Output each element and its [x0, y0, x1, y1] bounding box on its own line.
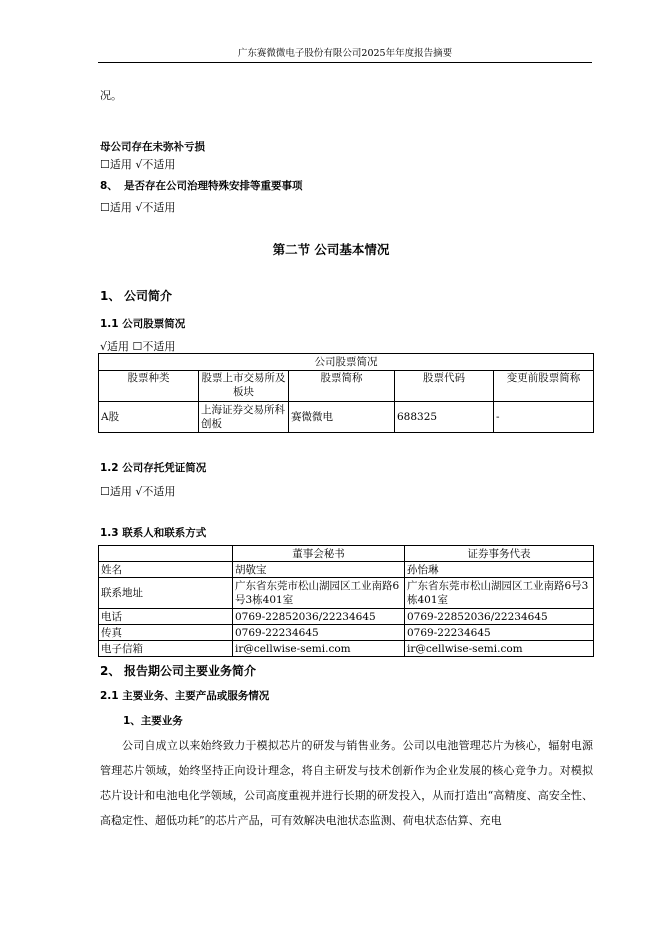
page-header: 广东赛微微电子股份有限公司2025年年度报告摘要 — [237, 48, 453, 59]
contact-rep-value: 广东省东莞市松山湖园区工业南路6号3栋401室 — [405, 578, 594, 609]
stock-table-header: 股票种类 — [99, 371, 199, 402]
contact-row-label: 电子信箱 — [99, 641, 233, 657]
contact-secretary-value: 0769-22234645 — [233, 625, 405, 641]
heading-2-number: 2、 — [100, 664, 121, 678]
contact-table-corner — [99, 546, 233, 562]
stock-table — [98, 353, 594, 433]
contact-secretary-value: ir@cellwise-semi.com — [233, 641, 405, 657]
heading-2-text: 报告期公司主要业务简介 — [124, 664, 257, 678]
stock-table-header: 股票代码 — [395, 371, 494, 402]
heading-1-2: 1.2 公司存托凭证简况 — [100, 462, 207, 474]
contact-row-label: 传真 — [99, 625, 233, 641]
contact-secretary-value: 胡敬宝 — [233, 562, 405, 578]
loss-option: ☐适用 √不适用 — [100, 158, 176, 171]
contact-rep-value: ir@cellwise-semi.com — [405, 641, 594, 657]
contact-col-rep: 证券事务代表 — [405, 546, 594, 562]
stock-table-header: 变更前股票简称 — [494, 371, 594, 402]
stock-abbr-cell: 赛微微电 — [289, 402, 395, 433]
stock-type-cell: A股 — [99, 402, 199, 433]
contact-rep-value: 孙怡琳 — [405, 562, 594, 578]
contact-row-label: 电话 — [99, 609, 233, 625]
contact-table — [98, 545, 594, 657]
business-paragraph: 公司自成立以来始终致力于模拟芯片的研发与销售业务。公司以电池管理芯片为核心，辐射电源管理芯片领域，始终坚持正向设计理念，将自主研发与技术创新作为企业发展的核心竞争力。对模拟芯片设计和电池电化学领域，公司高度重视并进行长期的研发投入，从而打造出“高精度、高安全性、高稳定性、超低功耗”的芯片产品，可有效解决电池状态监测、荷电状态估算、充电 — [100, 739, 593, 827]
contact-row-label: 姓名 — [99, 562, 233, 578]
stock-table-caption: 公司股票简况 — [99, 354, 594, 371]
item8-option: ☐适用 √不适用 — [100, 201, 176, 214]
stock-table-header: 股票简称 — [289, 371, 395, 402]
contact-col-secretary: 董事会秘书 — [233, 546, 405, 562]
stock-exchange-cell: 上海证券交易所科创板 — [199, 402, 289, 433]
contact-rep-value: 0769-22852036/22234645 — [405, 609, 594, 625]
contact-secretary-value: 0769-22852036/22234645 — [233, 609, 405, 625]
heading-2-1: 2.1 主要业务、主要产品或服务情况 — [100, 690, 270, 702]
stock-option: √适用 ☐不适用 — [100, 340, 176, 353]
item8-title: 是否存在公司治理特殊安排等重要事项 — [124, 180, 303, 192]
item8-number: 8、 — [100, 180, 118, 192]
heading-1-1: 1.1 公司股票简况 — [100, 318, 186, 330]
depositary-option: ☐适用 √不适用 — [100, 485, 176, 498]
section-title: 第二节 公司基本情况 — [272, 242, 390, 257]
heading-1-text: 公司简介 — [124, 289, 173, 303]
contact-rep-value: 0769-22234645 — [405, 625, 594, 641]
contact-secretary-value: 广东省东莞市松山湖园区工业南路6号3栋401室 — [233, 578, 405, 609]
continuation-text: 况。 — [100, 89, 122, 102]
heading-1-3: 1.3 联系人和联系方式 — [100, 527, 207, 539]
stock-table-header: 股票上市交易所及板块 — [199, 371, 289, 402]
loss-heading: 母公司存在未弥补亏损 — [100, 141, 205, 153]
heading-2-1-1: 1、主要业务 — [123, 715, 183, 727]
stock-prev-abbr-cell: - — [494, 402, 594, 433]
stock-code-cell: 688325 — [395, 402, 494, 433]
heading-1-number: 1、 — [100, 289, 121, 303]
contact-row-label: 联系地址 — [99, 578, 233, 609]
header-divider — [98, 62, 592, 63]
